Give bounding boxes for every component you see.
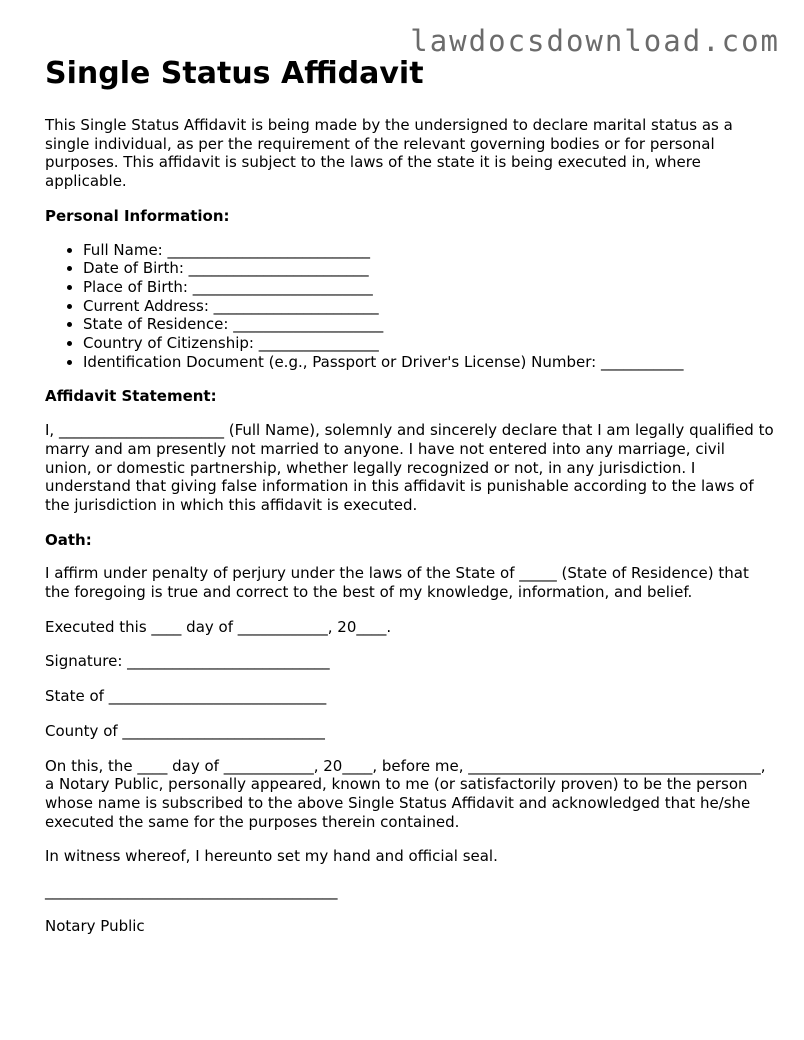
county-line[interactable]: County of ___________________________ xyxy=(45,721,325,740)
notary-signature-line[interactable]: _______________________________________ xyxy=(45,882,338,901)
id-document-number-field[interactable]: • Identification Document (e.g., Passport or Driver's License) Number: ___________ xyxy=(83,353,775,372)
personal-info-list xyxy=(45,241,775,372)
signature-line[interactable]: Signature: ___________________________ xyxy=(45,652,330,671)
date-of-birth-field[interactable]: • Date of Birth: ________________________ xyxy=(83,259,775,278)
affidavit-statement-heading: Affidavit Statement: xyxy=(45,387,217,406)
personal-info-heading: Personal Information: xyxy=(45,206,230,225)
notary-public-label: Notary Public xyxy=(45,916,145,935)
document-title: Single Status Affidavit xyxy=(45,56,424,91)
watermark-text: lawdocsdownload.com xyxy=(410,24,780,58)
intro-paragraph: This Single Status Affidavit is being made by the undersigned to declare marital status as a single individual, as per the requirement of the relevant governing bodies or for personal purposes. This affidavit is subject to the laws of the state it is being executed in, where applicable. xyxy=(45,116,733,191)
oath-heading: Oath: xyxy=(45,530,92,549)
place-of-birth-field[interactable]: • Place of Birth: ________________________ xyxy=(83,278,775,297)
state-of-residence-field[interactable]: • State of Residence: ____________________ xyxy=(83,315,775,334)
state-line[interactable]: State of _____________________________ xyxy=(45,687,327,706)
executed-date-line[interactable]: Executed this ____ day of ____________, 20____. xyxy=(45,617,392,636)
witness-statement: In witness whereof, I hereunto set my hand and official seal. xyxy=(45,847,498,866)
current-address-field[interactable]: • Current Address: ______________________ xyxy=(83,297,775,316)
affidavit-statement-text: I, ______________________ (Full Name), solemnly and sincerely declare that I am legally qualified to marry and am presently not married to anyone. I have not entered into any marriage, civil union, or domestic partnership, whether legally recognized or not, in any jurisdiction. I understand that giving false information in this affidavit is punishable according to the laws of the jurisdiction in which this affidavit is executed. xyxy=(45,421,774,514)
full-name-field[interactable]: • Full Name: ___________________________ xyxy=(83,241,775,260)
country-of-citizenship-field[interactable]: • Country of Citizenship: ________________ xyxy=(83,334,775,353)
affidavit-document xyxy=(45,56,775,952)
oath-text: I affirm under penalty of perjury under the laws of the State of _____ (State of Residence) that the foregoing is true and correct to the best of my knowledge, information, and belief. xyxy=(45,564,749,602)
notary-acknowledgment-text: On this, the ____ day of ____________, 20____, before me, _______________________________________, a Notary Public, personally appeared, known to me (or satisfactorily proven) to be the person whose name is subscribed to the above Single Status Affidavit and acknowledged that he/she executed the same for the purposes therein contained. xyxy=(45,756,766,831)
